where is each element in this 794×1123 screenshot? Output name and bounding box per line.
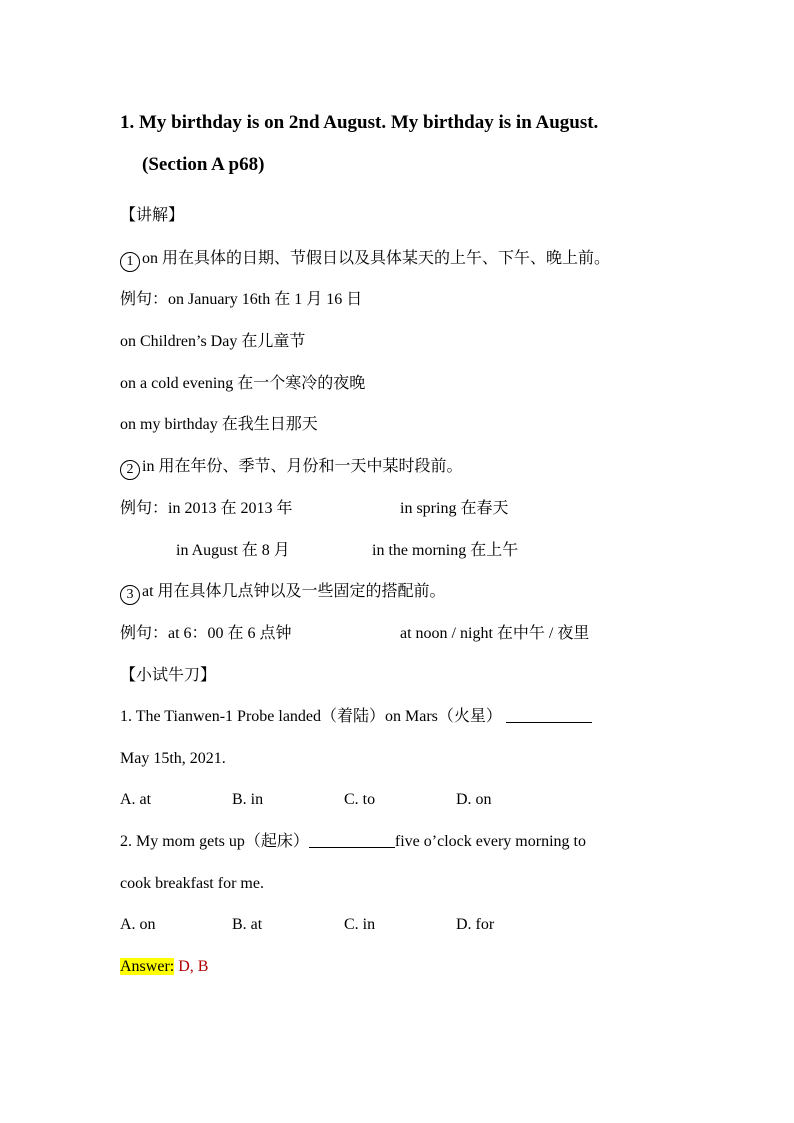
point-1-text: on 用在具体的日期、节假日以及具体某天的上午、下午、晚上前。	[142, 250, 611, 267]
example-1: 例句：on January 16th 在 1 月 16 日	[120, 291, 363, 308]
q1-option-d: D. on	[456, 791, 492, 808]
example-6a: in August 在 8 月	[176, 542, 290, 559]
question-2-text-cont: five o’clock every morning to	[394, 833, 586, 850]
point-3	[120, 580, 446, 605]
q2-option-b: B. at	[232, 916, 263, 933]
question-2-blank	[309, 831, 395, 848]
circled-number-2: 2	[120, 460, 140, 480]
question-2-line-2: cook breakfast for me.	[120, 875, 264, 892]
example-7b: at noon / night 在中午 / 夜里	[400, 625, 590, 642]
answer-line	[120, 955, 208, 979]
circled-number-3: 3	[120, 585, 140, 605]
point-2-text: in 用在年份、季节、月份和一天中某时段前。	[142, 458, 463, 475]
point-2	[120, 455, 462, 480]
question-2-options	[120, 913, 520, 937]
q1-option-c: C. to	[344, 791, 376, 808]
q2-option-c: C. in	[344, 916, 376, 933]
answer-label: Answer:	[120, 958, 175, 975]
circled-number-1: 1	[120, 252, 140, 272]
title-line-1: 1. My birthday is on 2nd August. My birthday is in August.	[120, 112, 599, 133]
question-2-line-1	[120, 830, 586, 854]
question-1-options	[120, 788, 520, 812]
q2-option-d: D. for	[456, 916, 495, 933]
question-1-line-2: May 15th, 2021.	[120, 750, 226, 767]
example-3: on a cold evening 在一个寒冷的夜晚	[120, 375, 366, 392]
question-1-line-1	[120, 705, 592, 729]
question-1-text: 1. The Tianwen-1 Probe landed（着陆）on Mars（火星）	[120, 708, 502, 725]
answer-value: D, B	[174, 958, 209, 975]
example-6b: in the morning 在上午	[372, 542, 519, 559]
practice-heading: 【小试牛刀】	[120, 667, 217, 684]
question-2-text: 2. My mom gets up（起床）	[120, 833, 309, 850]
example-5a: 例句：in 2013 在 2013 年	[120, 500, 293, 517]
title-line-2: (Section A p68)	[142, 154, 265, 175]
point-1	[120, 247, 610, 272]
example-5b: in spring 在春天	[400, 500, 509, 517]
point-3-text: at 用在具体几点钟以及一些固定的搭配前。	[142, 583, 446, 600]
question-1-blank	[506, 706, 592, 723]
q2-option-a: A. on	[120, 916, 156, 933]
example-4: on my birthday 在我生日那天	[120, 416, 318, 433]
example-2: on Children’s Day 在儿童节	[120, 333, 306, 350]
q1-option-b: B. in	[232, 791, 264, 808]
q1-option-a: A. at	[120, 791, 152, 808]
example-7a: 例句：at 6：00 在 6 点钟	[120, 625, 292, 642]
explain-heading: 【讲解】	[120, 207, 185, 224]
section-title	[120, 102, 680, 186]
